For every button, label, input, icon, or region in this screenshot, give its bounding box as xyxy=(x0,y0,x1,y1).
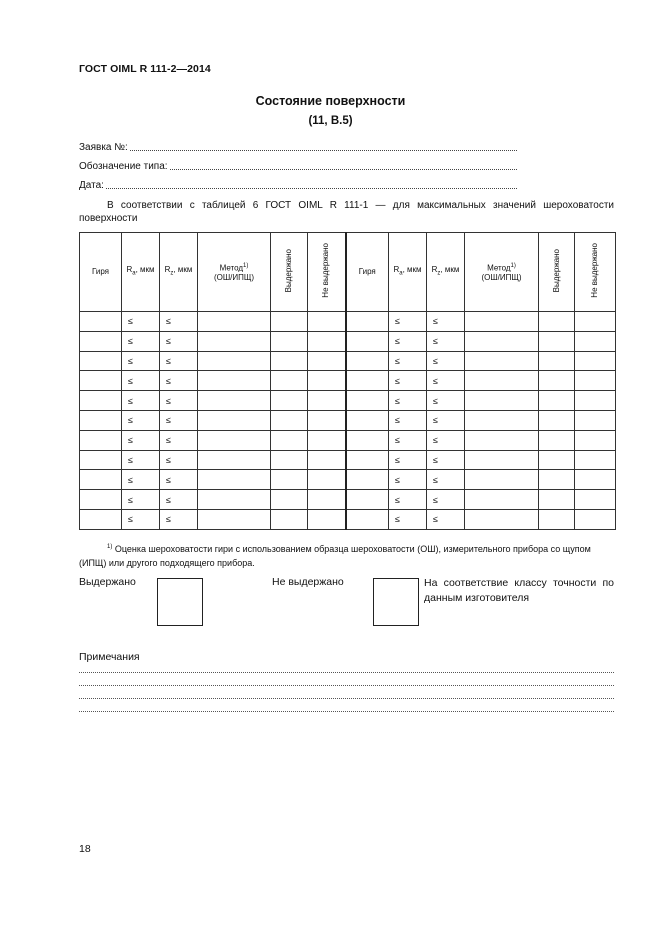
passed-cell[interactable] xyxy=(539,470,575,490)
table-row xyxy=(80,351,616,371)
method-cell[interactable] xyxy=(198,391,271,411)
col-method: Метод$^{1)}$ (ОШ/ИПЩ) xyxy=(465,233,539,312)
weight-cell[interactable] xyxy=(346,509,389,529)
method-cell[interactable] xyxy=(198,450,271,470)
weight-cell[interactable] xyxy=(80,312,122,332)
failed-cell[interactable] xyxy=(308,470,346,490)
ra-cell[interactable]: ≤ xyxy=(389,430,427,450)
failed-cell[interactable] xyxy=(575,410,616,430)
page-subtitle: (11, В.5) xyxy=(308,115,353,127)
failed-cell[interactable] xyxy=(575,331,616,351)
passed-cell[interactable] xyxy=(539,351,575,371)
passed-cell[interactable] xyxy=(271,470,308,490)
method-cell[interactable] xyxy=(465,450,539,470)
ra-cell[interactable]: ≤ xyxy=(389,470,427,490)
rz-cell[interactable]: ≤ xyxy=(160,351,198,371)
fill-line[interactable] xyxy=(106,179,517,189)
failed-label: Не выдержано xyxy=(272,576,344,588)
weight-cell[interactable] xyxy=(80,509,122,529)
weight-cell[interactable] xyxy=(80,450,122,470)
ra-cell[interactable]: ≤ xyxy=(389,351,427,371)
weight-cell[interactable] xyxy=(80,391,122,411)
method-cell[interactable] xyxy=(465,371,539,391)
table-row xyxy=(80,410,616,430)
col-ra: $R_a$, мкм xyxy=(122,233,160,312)
ra-cell[interactable]: ≤ xyxy=(122,371,160,391)
passed-cell[interactable] xyxy=(539,371,575,391)
weight-cell[interactable] xyxy=(346,312,389,332)
failed-cell[interactable] xyxy=(308,351,346,371)
col-passed: Выдержано xyxy=(539,233,575,312)
rz-cell[interactable]: ≤ xyxy=(160,410,198,430)
weight-cell[interactable] xyxy=(80,351,122,371)
weight-cell[interactable] xyxy=(346,430,389,450)
method-cell[interactable] xyxy=(465,470,539,490)
passed-cell[interactable] xyxy=(271,430,308,450)
method-cell[interactable] xyxy=(198,371,271,391)
rz-cell[interactable]: ≤ xyxy=(427,470,465,490)
field-label: Обозначение типа: xyxy=(79,161,168,172)
failed-cell[interactable] xyxy=(308,509,346,529)
ra-cell[interactable]: ≤ xyxy=(389,410,427,430)
method-cell[interactable] xyxy=(465,430,539,450)
fill-line[interactable] xyxy=(170,160,517,170)
passed-cell[interactable] xyxy=(539,410,575,430)
field-label: Дата: xyxy=(79,180,104,191)
method-cell[interactable] xyxy=(465,490,539,510)
weight-cell[interactable] xyxy=(80,430,122,450)
page-number: 18 xyxy=(79,843,91,855)
field-label: Заявка №: xyxy=(79,142,128,153)
notes-line[interactable] xyxy=(79,672,614,673)
rz-cell[interactable]: ≤ xyxy=(160,391,198,411)
weight-cell[interactable] xyxy=(346,490,389,510)
rz-cell[interactable]: ≤ xyxy=(427,509,465,529)
ra-cell[interactable]: ≤ xyxy=(122,331,160,351)
table-row xyxy=(80,450,616,470)
failed-cell[interactable] xyxy=(575,430,616,450)
rz-cell[interactable]: ≤ xyxy=(427,430,465,450)
standard-header: ГОСТ OIML R 111-2—2014 xyxy=(79,63,211,75)
passed-cell[interactable] xyxy=(271,450,308,470)
table-row xyxy=(80,509,616,529)
table-row xyxy=(80,371,616,391)
table-row xyxy=(80,430,616,450)
type-designation-field[interactable] xyxy=(79,159,517,172)
ra-cell[interactable]: ≤ xyxy=(389,312,427,332)
method-cell[interactable] xyxy=(465,312,539,332)
rz-cell[interactable]: ≤ xyxy=(160,490,198,510)
intro-paragraph: В соответствии с таблицей 6 ГОСТ OIML R 111-1 — для максимальных значений шероховатости поверхности xyxy=(79,200,614,224)
col-weight: Гиря xyxy=(346,233,389,312)
passed-cell[interactable] xyxy=(271,490,308,510)
ra-cell[interactable]: ≤ xyxy=(122,450,160,470)
col-failed: Не выдержано xyxy=(308,233,346,312)
col-method: Метод$^{1)}$ (ОШ/ИПЩ) xyxy=(198,233,271,312)
weight-cell[interactable] xyxy=(346,331,389,351)
passed-cell[interactable] xyxy=(271,509,308,529)
col-passed: Выдержано xyxy=(271,233,308,312)
weight-cell[interactable] xyxy=(346,371,389,391)
table-row xyxy=(80,312,616,332)
failed-cell[interactable] xyxy=(575,391,616,411)
passed-cell[interactable] xyxy=(271,371,308,391)
rz-cell[interactable]: ≤ xyxy=(427,450,465,470)
weight-cell[interactable] xyxy=(80,331,122,351)
rz-cell[interactable]: ≤ xyxy=(427,351,465,371)
col-weight: Гиря xyxy=(80,233,122,312)
col-rz: $R_z$, мкм xyxy=(427,233,465,312)
notes-line[interactable] xyxy=(79,685,614,686)
weight-cell[interactable] xyxy=(80,371,122,391)
table-row xyxy=(80,391,616,411)
method-cell[interactable] xyxy=(198,509,271,529)
table-row xyxy=(80,470,616,490)
failed-checkbox[interactable] xyxy=(373,578,419,626)
method-cell[interactable] xyxy=(465,509,539,529)
weight-cell[interactable] xyxy=(346,351,389,371)
rz-cell[interactable]: ≤ xyxy=(160,450,198,470)
rz-cell[interactable]: ≤ xyxy=(427,371,465,391)
date-field[interactable] xyxy=(79,178,517,191)
failed-cell[interactable] xyxy=(575,351,616,371)
rz-cell[interactable]: ≤ xyxy=(427,410,465,430)
col-rz: $R_z$, мкм xyxy=(160,233,198,312)
rz-cell[interactable]: ≤ xyxy=(160,312,198,332)
ra-cell[interactable]: ≤ xyxy=(389,331,427,351)
passed-cell[interactable] xyxy=(539,312,575,332)
notes-label: Примечания xyxy=(79,651,140,663)
rz-cell[interactable]: ≤ xyxy=(427,391,465,411)
method-cell[interactable] xyxy=(465,331,539,351)
passed-cell[interactable] xyxy=(271,312,308,332)
weight-cell[interactable] xyxy=(80,470,122,490)
failed-cell[interactable] xyxy=(575,470,616,490)
page-title: Состояние поверхности xyxy=(255,94,406,108)
notes-line[interactable] xyxy=(79,698,614,699)
passed-label: Выдержано xyxy=(79,576,136,588)
passed-checkbox[interactable] xyxy=(157,578,203,626)
failed-cell[interactable] xyxy=(308,430,346,450)
failed-cell[interactable] xyxy=(575,371,616,391)
failed-cell[interactable] xyxy=(575,312,616,332)
passed-cell[interactable] xyxy=(271,331,308,351)
passed-cell[interactable] xyxy=(271,410,308,430)
failed-cell[interactable] xyxy=(575,450,616,470)
weight-cell[interactable] xyxy=(80,490,122,510)
ra-cell[interactable]: ≤ xyxy=(122,490,160,510)
application-number-field[interactable] xyxy=(79,140,517,153)
ra-cell[interactable]: ≤ xyxy=(122,430,160,450)
col-ra: $R_a$, мкм xyxy=(389,233,427,312)
accuracy-class-note: На соответствие классу точности по данным изготовителя xyxy=(424,577,614,604)
rz-cell[interactable]: ≤ xyxy=(160,509,198,529)
ra-cell[interactable]: ≤ xyxy=(122,410,160,430)
ra-cell[interactable]: ≤ xyxy=(389,490,427,510)
method-cell[interactable] xyxy=(465,410,539,430)
passed-cell[interactable] xyxy=(539,391,575,411)
ra-cell[interactable]: ≤ xyxy=(389,509,427,529)
weight-cell[interactable] xyxy=(346,410,389,430)
failed-cell[interactable] xyxy=(308,331,346,351)
failed-cell[interactable] xyxy=(575,509,616,529)
passed-cell[interactable] xyxy=(539,509,575,529)
passed-cell[interactable] xyxy=(271,391,308,411)
method-cell[interactable] xyxy=(198,331,271,351)
failed-cell[interactable] xyxy=(308,312,346,332)
rz-cell[interactable]: ≤ xyxy=(427,490,465,510)
method-cell[interactable] xyxy=(198,470,271,490)
rz-cell[interactable]: ≤ xyxy=(160,371,198,391)
table-row xyxy=(80,331,616,351)
method-cell[interactable] xyxy=(198,351,271,371)
method-cell[interactable] xyxy=(198,312,271,332)
notes-line[interactable] xyxy=(79,711,614,712)
ra-cell[interactable]: ≤ xyxy=(122,312,160,332)
failed-cell[interactable] xyxy=(308,371,346,391)
rz-cell[interactable]: ≤ xyxy=(427,331,465,351)
passed-cell[interactable] xyxy=(539,490,575,510)
table-row xyxy=(80,490,616,510)
weight-cell[interactable] xyxy=(346,391,389,411)
failed-cell[interactable] xyxy=(308,391,346,411)
method-cell[interactable] xyxy=(198,490,271,510)
ra-cell[interactable]: ≤ xyxy=(389,450,427,470)
method-cell[interactable] xyxy=(465,351,539,371)
method-cell[interactable] xyxy=(198,410,271,430)
failed-cell[interactable] xyxy=(575,490,616,510)
weight-cell[interactable] xyxy=(346,450,389,470)
ra-cell[interactable]: ≤ xyxy=(389,371,427,391)
weight-cell[interactable] xyxy=(346,470,389,490)
fill-line[interactable] xyxy=(130,141,517,151)
method-cell[interactable] xyxy=(465,391,539,411)
ra-cell[interactable]: ≤ xyxy=(389,391,427,411)
rz-cell[interactable]: ≤ xyxy=(427,312,465,332)
ra-cell[interactable]: ≤ xyxy=(122,509,160,529)
failed-cell[interactable] xyxy=(308,410,346,430)
footnote: $^{1)}$ Оценка шероховатости гири с использованием образца шероховатости (ОШ), измерительного прибора со щупом (ИПЩ) или другого подходящего прибора. xyxy=(79,544,591,568)
weight-cell[interactable] xyxy=(80,410,122,430)
method-cell[interactable] xyxy=(198,430,271,450)
ra-cell[interactable]: ≤ xyxy=(122,391,160,411)
passed-cell[interactable] xyxy=(271,351,308,371)
rz-cell[interactable]: ≤ xyxy=(160,470,198,490)
failed-cell[interactable] xyxy=(308,450,346,470)
passed-cell[interactable] xyxy=(539,331,575,351)
ra-cell[interactable]: ≤ xyxy=(122,351,160,371)
surface-roughness-table xyxy=(79,232,616,530)
failed-cell[interactable] xyxy=(308,490,346,510)
rz-cell[interactable]: ≤ xyxy=(160,430,198,450)
col-failed: Не выдержано xyxy=(575,233,616,312)
ra-cell[interactable]: ≤ xyxy=(122,470,160,490)
passed-cell[interactable] xyxy=(539,450,575,470)
passed-cell[interactable] xyxy=(539,430,575,450)
rz-cell[interactable]: ≤ xyxy=(160,331,198,351)
